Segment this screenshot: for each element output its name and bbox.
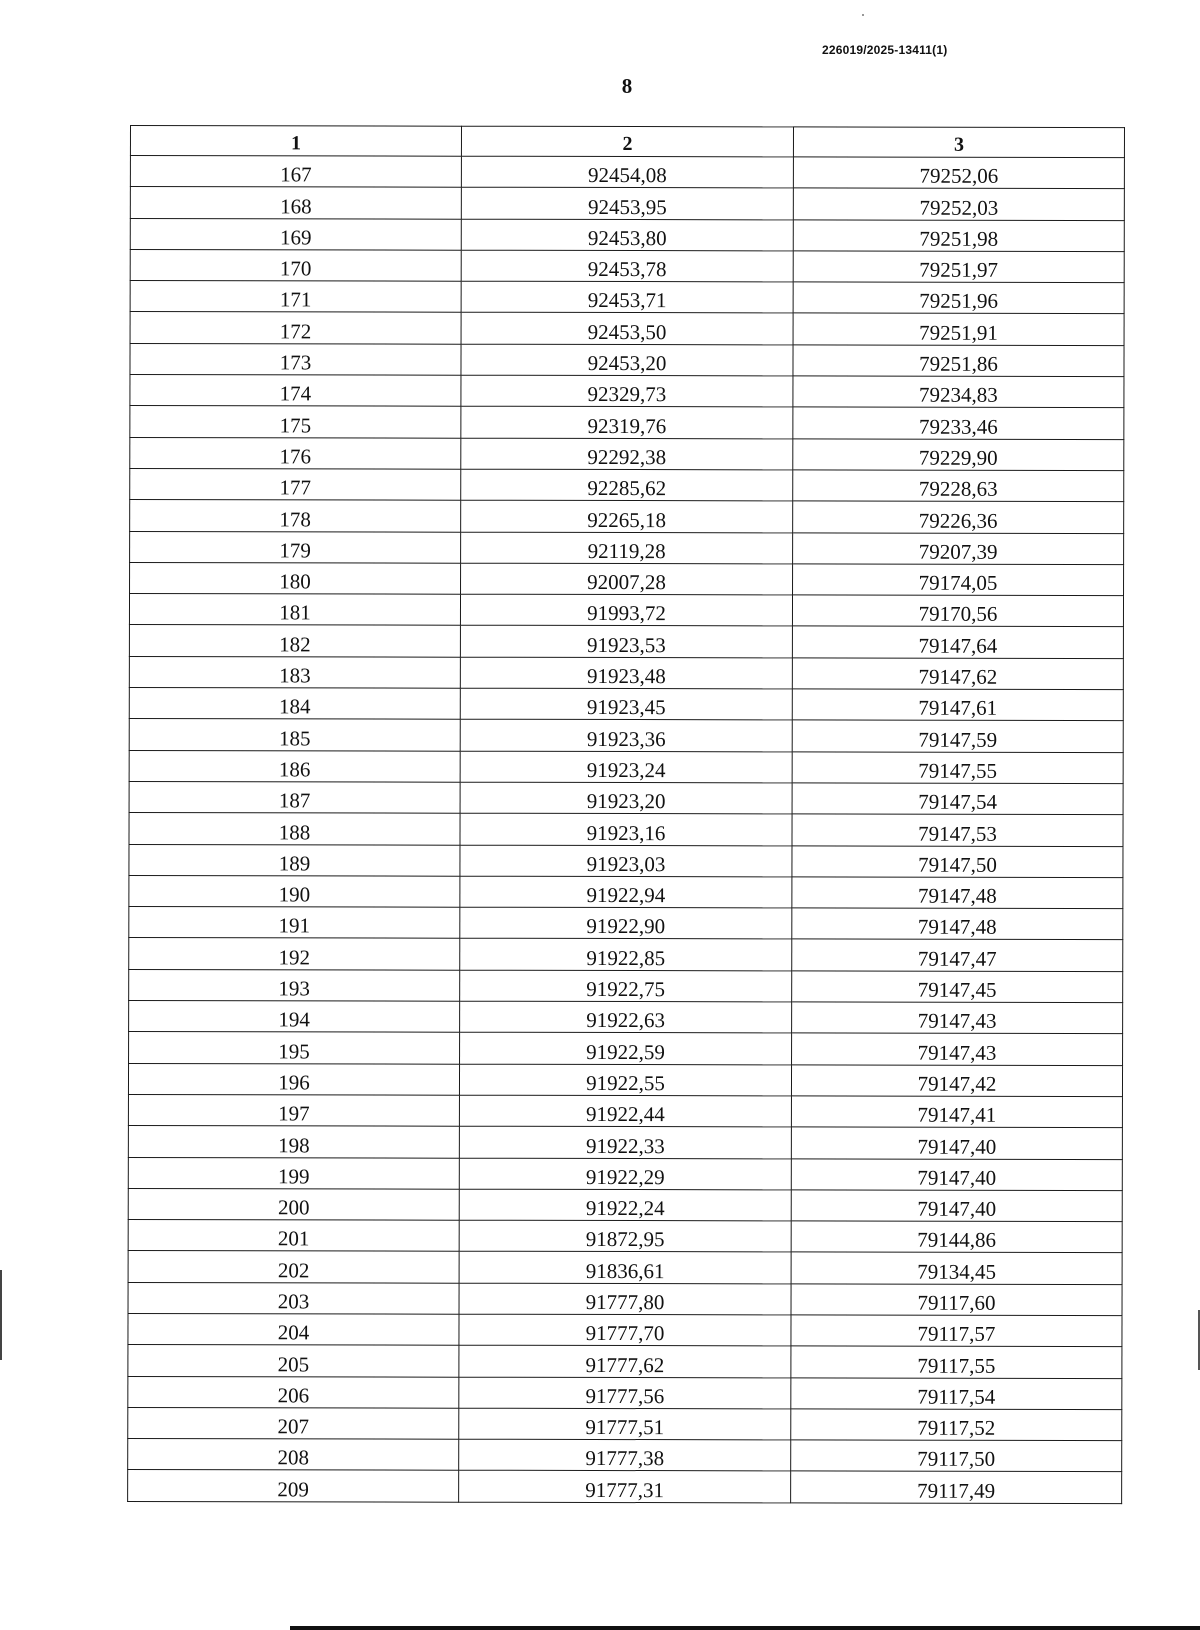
table-row — [128, 1126, 1122, 1159]
coordinate-x-cell: 91922,55 — [459, 1064, 791, 1096]
point-number-cell: 168 — [130, 187, 461, 219]
coordinate-x-cell: 92292,38 — [461, 438, 793, 470]
coordinate-y-cell: 79252,03 — [793, 188, 1124, 220]
table-row — [130, 531, 1124, 564]
coordinate-x-cell: 91993,72 — [460, 594, 792, 626]
coordinate-x-cell: 92453,20 — [461, 344, 793, 376]
point-number-cell: 178 — [130, 500, 461, 532]
table-row — [129, 781, 1123, 814]
table-row — [129, 688, 1123, 721]
point-number-cell: 200 — [128, 1188, 459, 1220]
point-number-cell: 195 — [129, 1032, 460, 1064]
table-row — [130, 281, 1124, 314]
coordinate-y-cell: 79144,86 — [791, 1221, 1122, 1253]
header-row — [130, 126, 1124, 158]
coordinate-x-cell: 91923,53 — [460, 626, 792, 658]
coordinate-y-cell: 79251,97 — [793, 251, 1124, 283]
coordinate-y-cell: 79147,42 — [791, 1064, 1122, 1096]
point-number-cell: 183 — [129, 656, 460, 688]
table-row — [130, 437, 1124, 470]
table-row — [128, 1282, 1122, 1315]
coordinate-x-cell: 92119,28 — [461, 532, 793, 564]
coordinate-y-cell: 79117,50 — [791, 1440, 1122, 1472]
coordinate-y-cell: 79147,40 — [791, 1127, 1122, 1159]
point-number-cell: 188 — [129, 813, 460, 845]
point-number-cell: 170 — [130, 249, 461, 281]
coordinate-x-cell: 91836,61 — [459, 1252, 791, 1284]
scan-edge-mark-left — [0, 1270, 2, 1360]
coordinate-x-cell: 91777,80 — [459, 1283, 791, 1315]
table-row — [128, 1407, 1122, 1440]
table-row — [129, 813, 1123, 846]
point-number-cell: 206 — [128, 1376, 459, 1408]
point-number-cell: 209 — [128, 1470, 459, 1502]
point-number-cell: 193 — [129, 969, 460, 1001]
scan-bottom-edge — [290, 1626, 1200, 1630]
scan-speck — [862, 14, 864, 16]
table-row — [130, 500, 1124, 533]
table-row — [128, 1188, 1122, 1221]
table-row — [130, 406, 1124, 439]
table-row — [128, 1063, 1122, 1096]
coordinate-x-cell: 91872,95 — [459, 1220, 791, 1252]
coordinate-x-cell: 92453,50 — [461, 313, 793, 345]
coordinate-y-cell: 79233,46 — [793, 407, 1124, 439]
coordinate-y-cell: 79147,45 — [792, 971, 1123, 1003]
point-number-cell: 179 — [130, 531, 461, 563]
point-number-cell: 190 — [129, 875, 460, 907]
coordinate-y-cell: 79147,48 — [792, 908, 1123, 940]
coordinate-x-cell: 92285,62 — [461, 469, 793, 501]
coordinate-y-cell: 79147,43 — [792, 1002, 1123, 1034]
coordinate-y-cell: 79147,53 — [792, 814, 1123, 846]
coordinate-y-cell: 79117,54 — [791, 1377, 1122, 1409]
table-row — [130, 375, 1124, 408]
table-row — [128, 1313, 1122, 1346]
point-number-cell: 196 — [128, 1063, 459, 1095]
point-number-cell: 199 — [128, 1157, 459, 1189]
coordinate-y-cell: 79228,63 — [793, 470, 1124, 502]
point-number-cell: 171 — [130, 281, 461, 313]
coordinate-y-cell: 79229,90 — [793, 439, 1124, 471]
table-row — [128, 1220, 1122, 1253]
point-number-cell: 202 — [128, 1251, 459, 1283]
coordinate-x-cell: 91922,59 — [460, 1033, 792, 1065]
table-row — [128, 1094, 1122, 1127]
point-number-cell: 204 — [128, 1313, 459, 1345]
coordinate-y-cell: 79147,41 — [791, 1096, 1122, 1128]
coordinate-x-cell: 91777,62 — [459, 1345, 791, 1377]
coordinate-y-cell: 79117,52 — [791, 1409, 1122, 1441]
coordinate-x-cell: 92007,28 — [461, 563, 793, 595]
coordinate-y-cell: 79252,06 — [793, 157, 1124, 189]
point-number-cell: 184 — [129, 688, 460, 720]
point-number-cell: 175 — [130, 406, 461, 438]
table-row — [129, 719, 1123, 752]
table-header — [130, 126, 1124, 158]
table-row — [129, 938, 1123, 971]
coordinate-x-cell: 91922,75 — [460, 970, 792, 1002]
coordinate-x-cell: 91923,36 — [460, 720, 792, 752]
coordinate-y-cell: 79174,05 — [793, 564, 1124, 596]
coordinate-x-cell: 91922,94 — [460, 876, 792, 908]
table-row — [128, 1251, 1122, 1284]
coordinate-x-cell: 91922,44 — [459, 1095, 791, 1127]
table-row — [129, 875, 1123, 908]
coordinate-y-cell: 79117,57 — [791, 1315, 1122, 1347]
table-row — [129, 907, 1123, 940]
coordinate-y-cell: 79117,49 — [791, 1471, 1122, 1503]
coordinate-x-cell: 91923,20 — [460, 782, 792, 814]
point-number-cell: 177 — [130, 468, 461, 500]
coordinate-x-cell: 91922,29 — [459, 1158, 791, 1190]
point-number-cell: 208 — [128, 1439, 459, 1471]
table-row — [129, 1001, 1123, 1034]
table-row — [128, 1470, 1122, 1503]
table-row — [130, 312, 1124, 345]
column-header-3: 3 — [793, 127, 1124, 158]
coordinate-y-cell: 79134,45 — [791, 1252, 1122, 1284]
page-number: 8 — [621, 74, 633, 98]
coordinate-y-cell: 79147,54 — [792, 783, 1123, 815]
point-number-cell: 185 — [129, 719, 460, 751]
table-row — [128, 1376, 1122, 1409]
coordinate-x-cell: 91923,03 — [460, 845, 792, 877]
point-number-cell: 169 — [130, 218, 461, 250]
table-row — [130, 562, 1124, 595]
table-row — [130, 249, 1124, 282]
coordinate-y-cell: 79251,91 — [793, 313, 1124, 345]
table-row — [129, 969, 1123, 1002]
table-row — [130, 156, 1124, 189]
coordinate-y-cell: 79117,55 — [791, 1346, 1122, 1378]
point-number-cell: 187 — [129, 781, 460, 813]
coordinate-y-cell: 79147,64 — [792, 626, 1123, 658]
point-number-cell: 192 — [129, 938, 460, 970]
coordinate-x-cell: 91922,63 — [460, 1001, 792, 1033]
coordinate-x-cell: 92453,80 — [461, 219, 793, 251]
coordinate-y-cell: 79147,61 — [792, 689, 1123, 721]
coordinate-y-cell: 79147,40 — [791, 1158, 1122, 1190]
table-row — [130, 187, 1124, 220]
coordinate-y-cell: 79147,62 — [792, 658, 1123, 690]
point-number-cell: 172 — [130, 312, 461, 344]
point-number-cell: 207 — [128, 1407, 459, 1439]
coordinate-y-cell: 79147,43 — [792, 1033, 1123, 1065]
point-number-cell: 205 — [128, 1345, 459, 1377]
coordinate-y-cell: 79147,48 — [792, 877, 1123, 909]
coordinate-x-cell: 91777,31 — [459, 1471, 791, 1503]
column-header-1: 1 — [130, 126, 461, 157]
coordinate-x-cell: 91922,90 — [460, 907, 792, 939]
coordinate-x-cell: 92453,78 — [461, 250, 793, 282]
table-row — [130, 343, 1124, 376]
table-row — [128, 1345, 1122, 1378]
coordinate-x-cell: 91923,24 — [460, 751, 792, 783]
table-row — [129, 656, 1123, 689]
coordinate-x-cell: 91923,45 — [460, 688, 792, 720]
table-row — [129, 750, 1123, 783]
table-row — [130, 468, 1124, 501]
table-row — [128, 1439, 1122, 1472]
coordinate-x-cell: 91923,16 — [460, 813, 792, 845]
coordinate-x-cell: 92453,71 — [461, 281, 793, 313]
point-number-cell: 181 — [129, 594, 460, 626]
coordinates-table — [127, 125, 1125, 1504]
coordinate-x-cell: 92329,73 — [461, 375, 793, 407]
table-row — [130, 218, 1124, 251]
column-header-2: 2 — [461, 126, 793, 157]
coordinate-x-cell: 91777,56 — [459, 1377, 791, 1409]
coordinate-y-cell: 79251,86 — [793, 345, 1124, 377]
coordinate-x-cell: 91923,48 — [460, 657, 792, 689]
point-number-cell: 186 — [129, 750, 460, 782]
point-number-cell: 198 — [128, 1126, 459, 1158]
coordinate-y-cell: 79147,50 — [792, 845, 1123, 877]
point-number-cell: 189 — [129, 844, 460, 876]
coordinate-x-cell: 92319,76 — [461, 407, 793, 439]
coordinate-x-cell: 91922,85 — [460, 939, 792, 971]
coordinate-x-cell: 91777,51 — [459, 1408, 791, 1440]
coordinate-y-cell: 79147,40 — [791, 1190, 1122, 1222]
coordinate-y-cell: 79147,47 — [792, 939, 1123, 971]
coordinate-y-cell: 79207,39 — [793, 532, 1124, 564]
table-row — [128, 1157, 1122, 1190]
coordinate-y-cell: 79170,56 — [792, 595, 1123, 627]
point-number-cell: 197 — [128, 1094, 459, 1126]
coordinate-x-cell: 91777,38 — [459, 1439, 791, 1471]
point-number-cell: 201 — [128, 1220, 459, 1252]
point-number-cell: 176 — [130, 437, 461, 469]
coordinate-x-cell: 91777,70 — [459, 1314, 791, 1346]
table-body — [128, 156, 1125, 1504]
table-row — [129, 625, 1123, 658]
table-row — [129, 1032, 1123, 1065]
coordinate-y-cell: 79117,60 — [791, 1284, 1122, 1316]
coordinate-y-cell: 79147,59 — [792, 720, 1123, 752]
point-number-cell: 203 — [128, 1282, 459, 1314]
coordinate-y-cell: 79251,96 — [793, 282, 1124, 314]
table-row — [129, 844, 1123, 877]
coordinate-y-cell: 79147,55 — [792, 752, 1123, 784]
point-number-cell: 182 — [129, 625, 460, 657]
coordinate-x-cell: 92453,95 — [461, 187, 793, 219]
point-number-cell: 180 — [130, 562, 461, 594]
point-number-cell: 191 — [129, 907, 460, 939]
table-row — [129, 594, 1123, 627]
point-number-cell: 194 — [129, 1001, 460, 1033]
coordinate-x-cell: 92454,08 — [461, 156, 793, 188]
coordinate-x-cell: 92265,18 — [461, 500, 793, 532]
point-number-cell: 167 — [130, 156, 461, 188]
point-number-cell: 174 — [130, 375, 461, 407]
coordinate-y-cell: 79226,36 — [793, 501, 1124, 533]
coordinate-y-cell: 79251,98 — [793, 219, 1124, 251]
coordinate-y-cell: 79234,83 — [793, 376, 1124, 408]
coordinate-x-cell: 91922,33 — [459, 1126, 791, 1158]
coordinate-x-cell: 91922,24 — [459, 1189, 791, 1221]
point-number-cell: 173 — [130, 343, 461, 375]
document-id: 226019/2025-13411(1) — [822, 43, 948, 57]
